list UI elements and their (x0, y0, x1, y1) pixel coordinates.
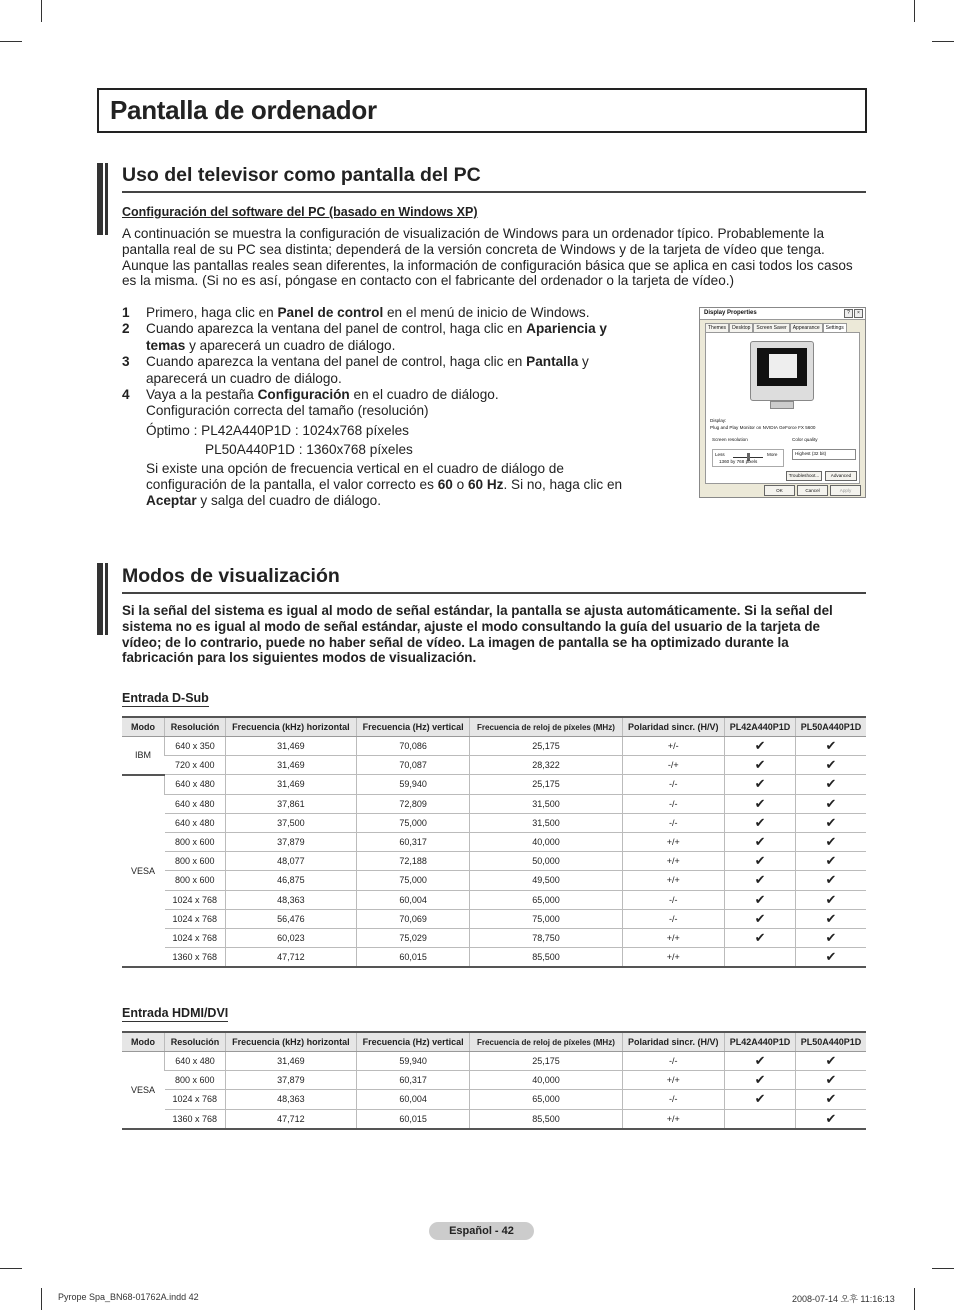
table-cell: 1024 x 768 (165, 928, 226, 947)
page-title-box (97, 88, 867, 133)
compatibility-cell: ✔ (796, 775, 867, 794)
table-cell: 60,004 (356, 890, 470, 909)
table-cell: -/- (622, 1090, 724, 1109)
step-3 (122, 354, 642, 387)
step-emphasis: Configuración (257, 387, 350, 403)
color-quality-label: Color quality (792, 437, 818, 442)
header-pl42: PL42A440P1D (725, 1032, 796, 1052)
table-cell: 37,879 (226, 832, 357, 851)
compatibility-cell: ✔ (796, 948, 867, 968)
compatibility-cell: ✔ (725, 871, 796, 890)
step-text: Cuando aparezca la ventana del panel de control, haga clic en (146, 354, 527, 370)
compatibility-cell: ✔ (725, 1052, 796, 1071)
table-cell: 60,317 (356, 832, 470, 851)
table-cell: 31,500 (470, 813, 622, 832)
step-emphasis: Pantalla (526, 354, 579, 370)
compatibility-cell: ✔ (725, 890, 796, 909)
header-pl50: PL50A440P1D (796, 1032, 867, 1052)
compatibility-cell: ✔ (725, 737, 796, 756)
compatibility-cell: ✔ (796, 1090, 867, 1109)
table-cell: 75,000 (356, 871, 470, 890)
monitor-icon (750, 341, 814, 401)
note-text: o (452, 477, 468, 493)
table-cell: 56,476 (226, 909, 357, 928)
section-bar (105, 163, 108, 235)
compatibility-cell: ✔ (725, 832, 796, 851)
print-timestamp: 2008-07-14 오후 11:16:13 (792, 1294, 895, 1304)
table-cell: -/- (622, 813, 724, 832)
tab-themes: Themes (705, 323, 729, 332)
table-cell: 65,000 (470, 1090, 622, 1109)
table-row (122, 909, 866, 928)
window-title: Display Properties (704, 310, 757, 316)
table-header-row (122, 717, 866, 737)
table-cell: 75,000 (470, 909, 622, 928)
note-text: . Si no, haga clic en (503, 477, 623, 493)
table-header-row (122, 1032, 866, 1052)
compatibility-cell: ✔ (796, 928, 867, 947)
table-cell: 37,861 (226, 794, 357, 813)
table-cell: 1024 x 768 (165, 909, 226, 928)
table-cell: 31,469 (226, 1052, 357, 1071)
table-cell: 40,000 (470, 832, 622, 851)
header-pl42: PL42A440P1D (725, 717, 796, 737)
table-cell: 800 x 600 (165, 832, 226, 851)
table-cell: -/- (622, 794, 724, 813)
table-cell: 28,322 (470, 756, 622, 775)
mode-cell: VESA (122, 775, 165, 967)
table-cell: 31,500 (470, 794, 622, 813)
step-2 (122, 321, 642, 354)
compatibility-cell: ✔ (725, 813, 796, 832)
header-sync-polarity: Polaridad sincr. (H/V) (622, 717, 724, 737)
window-controls (843, 309, 863, 318)
step-1 (122, 305, 642, 321)
table-cell: 37,500 (226, 813, 357, 832)
table-cell: 40,000 (470, 1071, 622, 1090)
tab-desktop: Desktop (729, 323, 753, 332)
table-cell: 60,023 (226, 928, 357, 947)
table-cell: 640 x 480 (165, 794, 226, 813)
table-cell: 1024 x 768 (165, 1090, 226, 1109)
compatibility-cell (725, 1109, 796, 1129)
step-emphasis: Panel de control (277, 305, 384, 320)
hdmi-modes-table (122, 1031, 866, 1130)
table-row (122, 794, 866, 813)
table-cell: 720 x 400 (165, 756, 226, 775)
table-cell: +/+ (622, 1109, 724, 1129)
table-cell: 46,875 (226, 871, 357, 890)
table-cell: 50,000 (470, 852, 622, 871)
note-text: Si existe una opción de frecuencia vertical en el cuadro de diálogo de configuración de la pantalla, el valor correcto es (146, 460, 564, 493)
compatibility-cell: ✔ (796, 813, 867, 832)
file-name: Pyrope Spa_BN68-01762A.indd 42 (58, 1292, 199, 1302)
table-cell: 1360 x 768 (165, 948, 226, 968)
table-cell: 47,712 (226, 1109, 357, 1129)
compatibility-cell: ✔ (725, 1090, 796, 1109)
compatibility-cell: ✔ (725, 909, 796, 928)
step-text: en el cuadro de diálogo. (349, 387, 499, 403)
crop-mark (0, 1268, 22, 1269)
advanced-button: Advanced (825, 471, 857, 481)
crop-mark (41, 0, 42, 22)
table-cell: 31,469 (226, 737, 357, 756)
header-h-freq: Frecuencia (kHz) horizontal (226, 717, 357, 737)
table-cell: +/+ (622, 1071, 724, 1090)
cancel-button: Cancel (797, 485, 828, 496)
compatibility-cell: ✔ (725, 756, 796, 775)
compatibility-cell: ✔ (796, 871, 867, 890)
table-cell: -/- (622, 1052, 724, 1071)
note-emphasis: 60 (437, 477, 453, 493)
frequency-note (122, 461, 642, 510)
table-cell: 800 x 600 (165, 852, 226, 871)
step-4 (122, 387, 642, 403)
crop-mark (932, 1268, 954, 1269)
optimal-resolution-50: PL50A440P1D : 1360x768 píxeles (205, 442, 413, 458)
crop-mark (914, 1288, 915, 1310)
table-cell: 47,712 (226, 948, 357, 968)
settings-panel (705, 332, 860, 484)
table-cell: 800 x 600 (165, 1071, 226, 1090)
help-icon: ? (844, 309, 853, 318)
tab-screen-saver: Screen Saver (753, 323, 789, 332)
table-row (122, 756, 866, 775)
table-cell: 48,077 (226, 852, 357, 871)
table-cell: +/+ (622, 948, 724, 968)
section-title: Uso del televisor como pantalla del PC (122, 164, 481, 186)
table-cell: -/- (622, 890, 724, 909)
table-cell: 85,500 (470, 1109, 622, 1129)
tab-appearance: Appearance (790, 323, 823, 332)
table-cell: 75,029 (356, 928, 470, 947)
compatibility-cell: ✔ (725, 1071, 796, 1090)
header-pixel-clock: Frecuencia de reloj de píxeles (MHz) (470, 1032, 622, 1052)
table-cell: 31,469 (226, 775, 357, 794)
table-cell: -/+ (622, 756, 724, 775)
table-cell: 1024 x 768 (165, 890, 226, 909)
table-cell: 85,500 (470, 948, 622, 968)
table-cell: 49,500 (470, 871, 622, 890)
optimal-resolution-42: Óptimo : PL42A440P1D : 1024x768 píxeles (146, 422, 409, 438)
step-number: 3 (122, 354, 130, 370)
intro-paragraph: A continuación se muestra la configuración de visualización de Windows para un ordenador típico. Probablemente la pantalla real de su PC sea distinta; dependerá de la versión concreta de Windows y de la tarjeta de vídeo que tenga. Aunque las pantallas reales sean diferentes, la información de configuración básica que se aplica en casi todos los casos es la misma. (Si no es así, póngase en contacto con el fabricante del ordenador o la tarjeta de vídeo.) (122, 226, 853, 289)
table-cell: 640 x 350 (165, 737, 226, 756)
table-cell: 640 x 480 (165, 775, 226, 794)
display-properties-screenshot (699, 307, 866, 498)
table-cell: +/+ (622, 871, 724, 890)
color-quality-select (792, 449, 856, 460)
table-cell: 72,809 (356, 794, 470, 813)
note-emphasis: Aceptar (146, 493, 197, 509)
page-title: Pantalla de ordenador (110, 95, 377, 125)
compatibility-cell: ✔ (796, 832, 867, 851)
table-cell: -/- (622, 909, 724, 928)
table-row (122, 813, 866, 832)
color-quality-value: Highest (32 bit) (795, 451, 827, 456)
table-cell: 72,188 (356, 852, 470, 871)
step-text: Vaya a la pestaña (146, 387, 258, 403)
display-value: Plug and Play Monitor on NVIDIA GeForce FX 5600 (710, 425, 816, 430)
table-cell: 31,469 (226, 756, 357, 775)
table-row (122, 1071, 866, 1090)
header-mode: Modo (122, 1032, 165, 1052)
table-row (122, 1090, 866, 1109)
compatibility-cell (725, 948, 796, 968)
table-row (122, 928, 866, 947)
compatibility-cell: ✔ (725, 852, 796, 871)
header-sync-polarity: Polaridad sincr. (H/V) (622, 1032, 724, 1052)
table-cell: -/- (622, 775, 724, 794)
monitor-stand (770, 401, 794, 409)
table-row (122, 775, 866, 794)
table-cell: +/+ (622, 928, 724, 947)
step-number: 4 (122, 387, 130, 403)
step-emphasis: Apariencia y temas (146, 321, 607, 353)
step-number: 2 (122, 321, 130, 337)
mode-cell: IBM (122, 737, 165, 775)
compatibility-cell: ✔ (796, 794, 867, 813)
header-h-freq: Frecuencia (kHz) horizontal (226, 1032, 357, 1052)
note-text: y salga del cuadro de diálogo. (196, 493, 382, 509)
hdmi-title: Entrada HDMI/DVI (122, 1006, 229, 1020)
header-v-freq: Frecuencia (Hz) vertical (356, 1032, 470, 1052)
compatibility-cell: ✔ (725, 794, 796, 813)
header-resolution: Resolución (165, 717, 226, 737)
resolution-label: Screen resolution (712, 437, 748, 442)
header-pixel-clock: Frecuencia de reloj de píxeles (MHz) (470, 717, 622, 737)
table-cell: 48,363 (226, 890, 357, 909)
crop-mark (914, 0, 915, 22)
dsub-title: Entrada D-Sub (122, 691, 209, 705)
header-pl50: PL50A440P1D (796, 717, 867, 737)
table-cell: 70,069 (356, 909, 470, 928)
compatibility-cell: ✔ (796, 737, 867, 756)
table-row (122, 890, 866, 909)
compatibility-cell: ✔ (796, 1071, 867, 1090)
table-cell: +/- (622, 737, 724, 756)
section-bar (97, 163, 103, 235)
table-cell: 640 x 480 (165, 813, 226, 832)
resolution-value: 1360 by 768 pixels (719, 459, 758, 464)
crop-mark (41, 1288, 42, 1310)
header-v-freq: Frecuencia (Hz) vertical (356, 717, 470, 737)
table-cell: 800 x 600 (165, 871, 226, 890)
display-label: Display: (710, 418, 727, 423)
step-text: Primero, haga clic en (146, 305, 278, 320)
compatibility-cell: ✔ (725, 928, 796, 947)
crop-mark (0, 41, 22, 42)
table-row (122, 948, 866, 968)
table-row (122, 737, 866, 756)
step-text: Cuando aparezca la ventana del panel de control, haga clic en (146, 321, 527, 337)
table-row (122, 871, 866, 890)
table-cell: 70,087 (356, 756, 470, 775)
section-bar (105, 563, 108, 635)
window-titlebar (700, 308, 865, 320)
table-cell: +/+ (622, 852, 724, 871)
table-cell: 60,004 (356, 1090, 470, 1109)
slider-less: Less (715, 452, 725, 457)
tab-settings: Settings (823, 323, 847, 332)
table-cell: 60,015 (356, 948, 470, 968)
close-icon: × (854, 309, 863, 318)
table-cell: 37,879 (226, 1071, 357, 1090)
dialog-tabs (705, 323, 847, 332)
slider-more: More (767, 452, 778, 457)
section-heading (122, 164, 866, 193)
header-resolution: Resolución (165, 1032, 226, 1052)
compatibility-cell: ✔ (796, 852, 867, 871)
table-cell: 640 x 480 (165, 1052, 226, 1071)
table-row (122, 852, 866, 871)
resolution-heading: Configuración correcta del tamaño (resolución) (146, 403, 429, 419)
table-row (122, 832, 866, 851)
table-cell: 60,317 (356, 1071, 470, 1090)
mode-cell: VESA (122, 1052, 165, 1129)
apply-button: Apply (830, 485, 861, 496)
section-title: Modos de visualización (122, 565, 340, 587)
page-number: Español - 42 (429, 1222, 534, 1240)
compatibility-cell: ✔ (796, 890, 867, 909)
table-row (122, 1052, 866, 1071)
table-cell: 70,086 (356, 737, 470, 756)
table-row (122, 1109, 866, 1129)
note-emphasis: 60 Hz (467, 477, 504, 493)
table-cell: 65,000 (470, 890, 622, 909)
dsub-modes-table (122, 716, 866, 968)
compatibility-cell: ✔ (725, 775, 796, 794)
table-cell: 59,940 (356, 1052, 470, 1071)
compatibility-cell: ✔ (796, 1052, 867, 1071)
table-cell: 59,940 (356, 775, 470, 794)
table-cell: 60,015 (356, 1109, 470, 1129)
modes-intro: Si la señal del sistema es igual al modo de señal estándar, la pantalla se ajusta automáticamente. Si la señal del sistema no es igual al modo de señal estándar, ajuste el modo consultando la guía del usuario de la tarjeta de vídeo; de lo contrario, puede no haber señal de vídeo. La imagen de pantalla se ha optimizado durante la fabricación para los siguientes modos de visualización. (122, 603, 833, 666)
crop-mark (932, 41, 954, 42)
step-number: 1 (122, 305, 130, 320)
step-text: y aparecerá un cuadro de diálogo. (185, 337, 396, 353)
table-cell: 48,363 (226, 1090, 357, 1109)
steps-list (122, 305, 642, 510)
table-cell: 25,175 (470, 737, 622, 756)
section-bar (97, 563, 103, 635)
header-mode: Modo (122, 717, 165, 737)
table-cell: 25,175 (470, 1052, 622, 1071)
table-cell: 75,000 (356, 813, 470, 832)
subsection-title: Configuración del software del PC (basado en Windows XP) (122, 205, 478, 219)
table-cell: 25,175 (470, 775, 622, 794)
table-cell: 78,750 (470, 928, 622, 947)
table-cell: 1360 x 768 (165, 1109, 226, 1129)
compatibility-cell: ✔ (796, 1109, 867, 1129)
compatibility-cell: ✔ (796, 909, 867, 928)
ok-button: OK (764, 485, 795, 496)
section-heading (122, 565, 866, 594)
compatibility-cell: ✔ (796, 756, 867, 775)
troubleshoot-button: Troubleshoot... (786, 471, 822, 481)
step-text: en el menú de inicio de Windows. (383, 305, 590, 320)
table-cell: +/+ (622, 832, 724, 851)
step-text: y aparecerá un cuadro de diálogo. (146, 354, 589, 386)
